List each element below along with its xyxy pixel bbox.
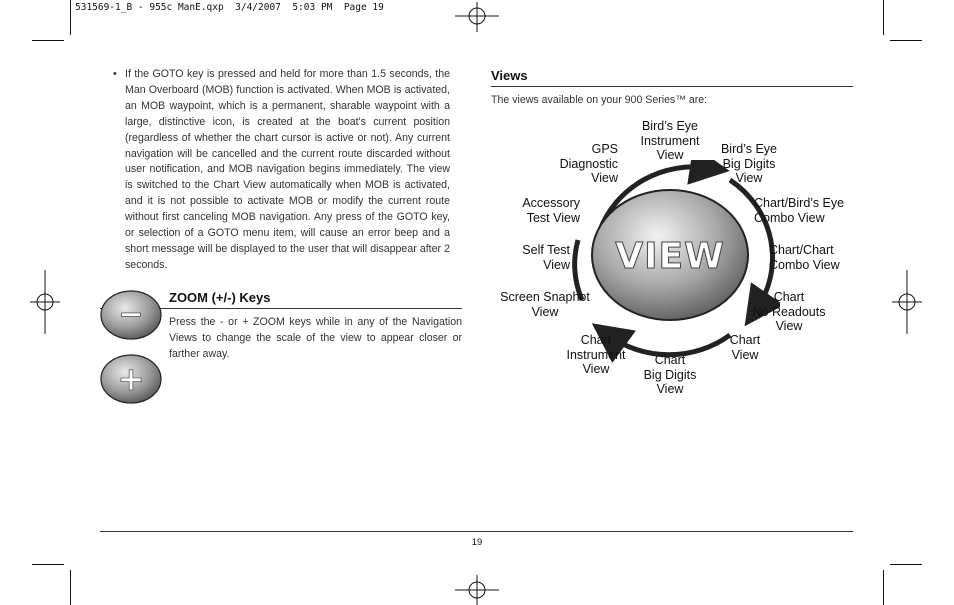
registration-mark-bottom [455,575,499,605]
minus-symbol: − [118,297,144,332]
view-label: Chart Big Digits View [643,353,697,396]
plus-symbol: + [117,360,145,398]
mob-bullet-paragraph [113,67,450,274]
crop-mark [32,564,64,565]
crop-mark [890,564,922,565]
zoom-description: Press the - or + ZOOM keys while in any of the Navigation Views to change the scale of the view to appear closer or farther away. [169,316,462,360]
view-label: GPS Diagnostic View [559,142,618,185]
view-label: Chart/Chart Combo View [769,243,840,272]
view-label: Chart Instrument View [566,333,626,376]
registration-mark-right [892,270,922,334]
views-heading-rule [491,86,853,87]
crop-mark [32,40,64,41]
crop-mark [883,0,884,35]
view-label: Accessory Test View [522,196,580,225]
page-number: 19 [471,537,483,548]
view-label: Chart/Bird’s Eye Combo View [754,196,845,225]
zoom-plus-key-icon [100,354,162,404]
view-label: Self Test View [522,243,570,272]
crop-mark [70,0,71,35]
view-label: Bird’s Eye Instrument View [640,119,700,162]
bullet-symbol: • [113,68,117,80]
file-slug: 531569-1_B - 955c ManE.qxp 3/4/2007 5:03 PM Page 19 [75,2,384,13]
crop-mark [883,570,884,605]
footer-rule [100,531,853,532]
registration-mark-left [30,270,60,334]
registration-mark-top [455,2,499,32]
crop-mark [890,40,922,41]
view-label: Chart View [729,333,761,362]
crop-mark [70,570,71,605]
mob-bullet-text: If the GOTO key is pressed and held for more than 1.5 seconds, the Man Overboard (MOB) function is activated. When MOB is activated, an MOB waypoint, which is a permanent, sharable waypoint with a large, distinctive icon, is created at the boat's current position (regardless of whether the chart cursor is active or not). Any current navigation will be cancelled and the current route discarded without user notification, and MOB navigation begins immediately. The view is switched to the Chart View automatically when MOB is activated, and it is not possible to activate MOB or modify the current route without first canceling MOB navigation. Any press of the GOTO key, or selection of a GOTO menu item, will cause an error beep and a short message will be displayed to the user that will disappear after 2 seconds. [125,68,450,271]
views-heading: Views [491,68,528,83]
view-label: Chart No Readouts View [752,290,826,333]
view-label: Bird’s Eye Big Digits View [720,142,778,185]
views-intro: The views available on your 900 Series™ are: [491,94,708,106]
view-button-label: VIEW [615,236,725,277]
zoom-heading: ZOOM (+/-) Keys [169,290,271,305]
view-label: Screen Snaphot View [500,290,590,319]
zoom-minus-key-icon [100,290,162,340]
